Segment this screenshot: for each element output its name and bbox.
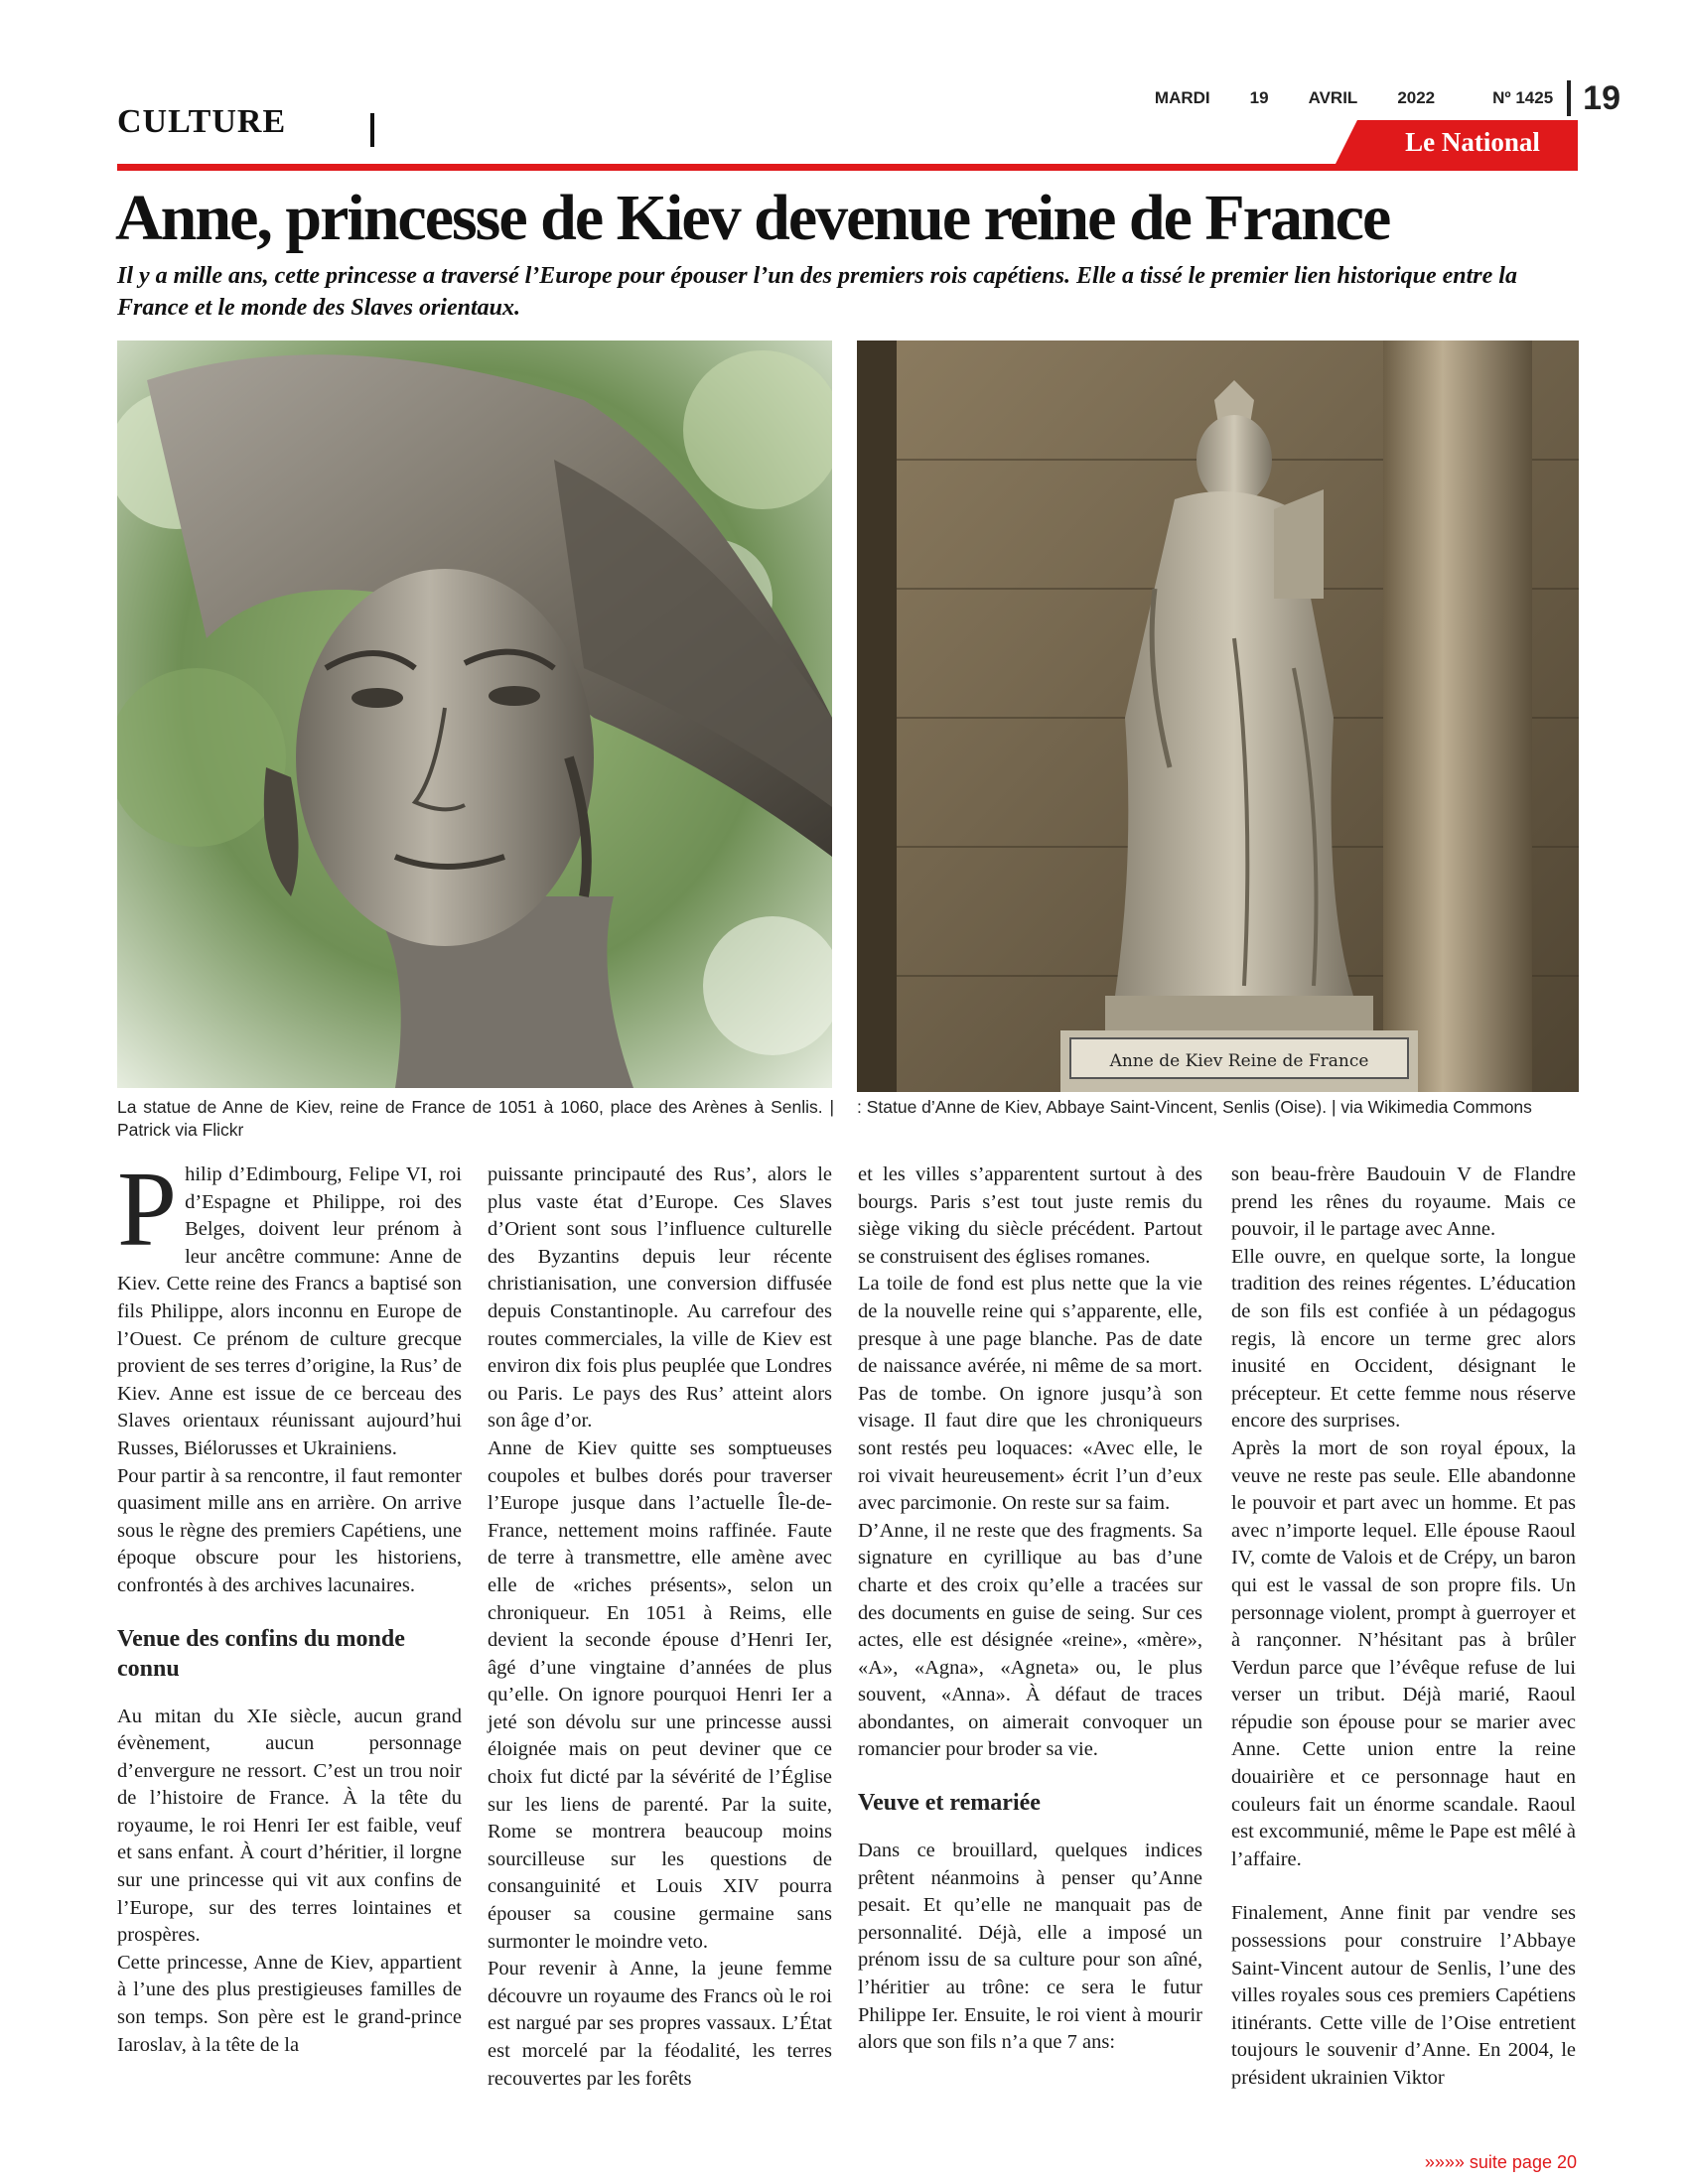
section-divider	[370, 113, 374, 147]
article-paragraph: son beau-frère Baudouin V de Flandre prend les rênes du royaume. Mais ce pouvoir, il le partage avec Anne.	[1231, 1163, 1576, 1241]
article-paragraph: Dans ce brouillard, quelques indices prêtent néanmoins à penser qu’Anne pesait. Et qu’elle ne manquait pas de personnalité. Déjà, elle a imposé un prénom issu de sa culture pour son aîné, l’héritier au trône: ce sera le futur Philippe Ier. Ensuite, le roi vient à mourir alors que son fils n’a que 7 ans:	[858, 1840, 1202, 2054]
subheading: Veuve et remariée	[858, 1790, 1041, 1817]
page-number: 19	[1583, 78, 1620, 117]
article-paragraph: Au mitan du XIe siècle, aucun grand évènement, aucun personnage d’envergure ne ressort. C’est un trou noir de l’histoire de France. À la tête du royaume, le roi Henri Ier est faible, veuf et sans enfant. À court d’héritier, il lorgne sur une princesse qui vit aux confins de l’Europe, sur des terres lointaines et prospères.	[117, 1705, 462, 1947]
article-paragraph: Elle ouvre, en quelque sorte, la longue tradition des reines régentes. L’éducation de son fils est confiée à un pédagogus regis, là encore un terme grec alors inusité en Occident, désignant le précepteur. Et cette femme nous réserve encore des surprises.	[1231, 1245, 1576, 1433]
article-paragraph: D’Anne, il ne reste que des fragments. Sa signature en cyrillique au bas d’une charte et des croix qu’elle a tracées sur des documents en guise de seing. Sur ces actes, elle est désignée «reine», «mère», «A», «Agna», «Agneta» ou, le plus souvent, «Anna». À défaut de traces abondantes, on aimerait convoquer un romancier pour broder sa vie.	[858, 1519, 1202, 1761]
article-paragraph	[117, 1151, 462, 1463]
issue-number: Nº 1425	[1492, 88, 1554, 107]
statue-stone-photo	[857, 341, 1579, 1092]
article-paragraph: Anne de Kiev quitte ses somptueuses coupoles et bulbes dorés pour traverser l’Europe jusque dans l’actuelle Île-de-France, nettement moins raffinée. Faute de terre à transmettre, elle amène avec elle de «riches présents», selon un chroniqueur. En 1051 à Reims, elle devient la seconde épouse d’Henri Ier, âgé d’une vingtaine d’années de plus qu’elle. On ignore pourquoi Henri Ier a jeté son dévolu sur une princesse aussi éloignée mais on peut deviner que ce choix fut dicté par la sévérité de l’Église sur les liens de parenté. Par la suite, Rome se montrera beaucoup moins sourcilleuse sur les questions de consanguinité et Louis XIV pourra épouser sa cousine germaine sans surmonter le moindre veto.	[488, 1436, 832, 1953]
year: 2022	[1397, 88, 1436, 107]
statue-bronze-photo	[117, 341, 832, 1088]
section-label: CULTURE	[117, 103, 287, 140]
day-name: MARDI	[1154, 88, 1210, 107]
article-paragraph: Cette princesse, Anne de Kiev, appartient à l’une des plus prestigieuses familles de son temps. Son père est le grand-prince Iaroslav, à la tête de la	[117, 1951, 462, 2056]
drop-cap: P	[117, 1151, 178, 1269]
article-column-1	[117, 1151, 462, 2059]
article-column-2	[488, 1161, 832, 2093]
subheading: Venue des confins du monde connu	[117, 1625, 405, 1682]
article-paragraph: Après la mort de son royal époux, la veuve ne reste pas seule. Elle abandonne le pouvoir et part avec un homme. Et pas avec n’importe lequel. Elle épouse Raoul IV, comte de Valois et de Crépy, un baron qui est le vassal de son propre fils. Un personnage violent, prompt à guerroyer et à rançonner. N’hésitant pas à brûler Verdun parce que l’évêque refuse de lui verser un tribut. Déjà marié, Raoul répudie son épouse pour se marier avec Anne. Cette union entre la reine douairière et ce personnage haut en couleurs fait un énorme scandale. Raoul est excommunié, même le Pape est mêlé à l’affaire.	[1231, 1436, 1576, 1870]
photo-caption-left: La statue de Anne de Kiev, reine de France de 1051 à 1060, place des Arènes à Senlis. | Patrick via Flickr	[117, 1097, 834, 1140]
article-paragraph: puissante principauté des Rus’, alors le plus vaste état d’Europe. Ces Slaves d’Orient sont sous l’influence culturelle des Byzantins depuis leur récente christianisation, une conversion diffusée depuis Constantinople. Au carrefour des routes commerciales, la ville de Kiev est environ dix fois plus peuplée que Londres ou Paris. Le pays des Rus’ atteint alors son âge d’or.	[488, 1163, 832, 1433]
article-column-3	[858, 1161, 1202, 2057]
plaque-text: Anne de Kiev Reine de France	[1109, 1051, 1369, 1071]
article-paragraph: Finalement, Anne finit par vendre ses possessions pour construire l’Abbaye Saint-Vincent autour de Senlis, l’une des villes royales sous ces premiers Capétiens itinérants. Cette ville de l’Oise entretient toujours le souvenir d’Anne. En 2004, le président ukrainien Viktor	[1231, 1902, 1576, 2089]
brand-name: Le National	[1405, 127, 1540, 157]
paragraph-spacer	[1231, 1873, 1576, 1900]
day-number: 19	[1249, 88, 1269, 107]
article-column-4	[1231, 1161, 1576, 2093]
page-divider	[1567, 80, 1571, 116]
month: AVRIL	[1308, 88, 1358, 107]
photo-caption-right: : Statue d’Anne de Kiev, Abbaye Saint-Vincent, Senlis (Oise). | via Wikimedia Commons	[857, 1097, 1532, 1117]
headline: Anne, princesse de Kiev devenue reine de France	[115, 182, 1390, 254]
article-paragraph: Pour partir à sa rencontre, il faut remonter quasiment mille ans en arrière. On arrive sous le règne des premiers Capétiens, une époque obscure pour les historiens, confrontés à des archives lacunaires.	[117, 1464, 462, 1596]
paragraph-text: hilip d’Edimbourg, Felipe VI, roi d’Espagne et Philippe, roi des Belges, doivent leur prénom à leur ancêtre commune: Anne de Kiev. Cette reine des Francs a baptisé son fils Philippe, alors inconnu en Europe de l’Ouest. Ce prénom de culture grecque provient de ses terres d’origine, la Rus’ de Kiev. Anne est issue de ce berceau des Slaves orientaux réunissant aujourd’hui Russes, Biélorusses et Ukrainiens.	[117, 1163, 462, 1459]
header-rule	[117, 164, 1578, 171]
standfirst: Il y a mille ans, cette princesse a traversé l’Europe pour épouser l’un des premiers rois capétiens. Elle a tissé le premier lien historique entre la France et le monde des Slaves orientaux.	[117, 263, 1517, 321]
article-paragraph: et les villes s’apparentent surtout à des bourgs. Paris s’est tout juste remis du siège viking du siècle précédent. Partout se construisent des églises romanes.	[858, 1163, 1202, 1268]
date-line	[1154, 78, 1620, 117]
continued-link[interactable]: »»»» suite page 20	[1424, 2152, 1577, 2172]
article-paragraph: La toile de fond est plus nette que la vie de la nouvelle reine qui s’apparente, elle, presque à une page blanche. Pas de date de naissance avérée, ni même de sa mort. Pas de tombe. On ignore jusqu’à son visage. Il faut dire que les chroniqueurs sont restés peu loquaces: «Avec elle, le roi vivait heureusement» écrit l’un d’eux avec parcimonie. On reste sur sa faim.	[858, 1273, 1202, 1515]
article-paragraph: Pour revenir à Anne, la jeune femme découvre un royaume des Francs où le roi est nargué par ses propres vassaux. L’État est morcelé par la féodalité, les terres recouvertes par les forêts	[488, 1958, 832, 2090]
